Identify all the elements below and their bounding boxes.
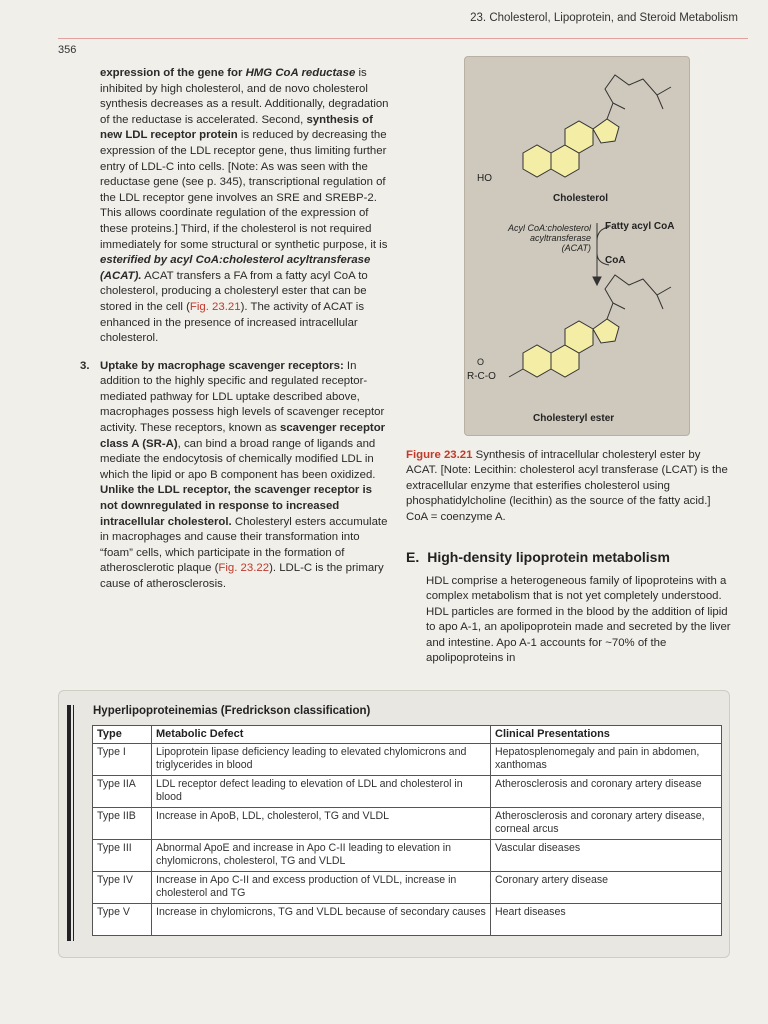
table-row [93, 872, 722, 904]
section-title: High-density lipoprotein metabolism [427, 549, 670, 565]
table-accent-line [73, 705, 74, 941]
cell-defect: Increase in Apo C-II and excess production of VLDL, increase in cholesterol and TG [152, 872, 491, 904]
reaction-arrow [593, 223, 609, 285]
table-title: Hyperlipoproteinemias (Fredrickson classification) [93, 705, 371, 717]
text-bold: scavenger receptor class A (SR-A) [100, 422, 386, 450]
header-clinical: Clinical Presentations [491, 726, 722, 744]
enzyme-abbrev: (ACAT) [561, 243, 591, 253]
left-column [80, 66, 390, 605]
caption-text: Synthesis of intracellular cholesteryl ester by ACAT. [Note: Lecithin: cholesterol acyl transferase (LCAT) is the extracellular enzyme that esterifies cholesterol using phosphatidylcholine (lecithin) as the source of the fatty acid.] CoA = coenzyme A. [406, 449, 728, 523]
cell-type: Type IIA [93, 776, 152, 808]
hyperlipoproteinemia-table-box [58, 690, 730, 958]
cell-defect: LDL receptor defect leading to elevation of LDL and cholesterol in blood [152, 776, 491, 808]
table-row [93, 776, 722, 808]
cell-type: Type V [93, 904, 152, 936]
text: , can bind a broad range of ligands and mediate the endocytosis of chemically modified LDL in which the lipid or apo B component has been oxidized. [100, 437, 376, 481]
text-bold: synthesis of new LDL receptor protein [100, 113, 373, 142]
header-type: Type [93, 726, 152, 744]
table-row [93, 808, 722, 840]
running-head: 23. Cholesterol, Lipoprotein, and Steroid Metabolism [470, 12, 738, 24]
cholesterol-structure [523, 75, 671, 177]
cholesteryl-ester-structure [509, 275, 671, 377]
page-number: 356 [58, 44, 77, 56]
ester-carbonyl-o: O [477, 357, 485, 367]
text: In addition to the highly specific and regulated receptor-mediated pathway for LDL uptake described above, macrophages possess high levels of scavenger receptor activity. These receptors, known as [100, 359, 385, 435]
enzyme-name-line: Acyl CoA:cholesterol [507, 223, 591, 233]
enzyme-label [475, 223, 591, 253]
cell-type: Type IV [93, 872, 152, 904]
cell-type: Type IIB [93, 808, 152, 840]
text-bold: Unlike the LDL receptor, the scavenger receptor is not downregulated in response to increased intracellular cholesterol. [100, 484, 372, 528]
text-bold-italic: esterified by acyl CoA:cholesterol acyltransferase (ACAT). [100, 254, 371, 282]
text-bold: Uptake by macrophage scavenger receptors: [100, 359, 344, 372]
figure-reference-link[interactable]: Fig. 23.21 [189, 300, 241, 313]
header-rule [58, 38, 748, 39]
text: ). The activity of ACAT is enhanced in the presence of increased intracellular cholesterol. [100, 300, 365, 345]
table-row [93, 744, 722, 776]
text-bold-italic: HMG CoA reductase [245, 67, 356, 79]
table-accent-bar [67, 705, 71, 941]
hyperlipoproteinemia-table [92, 725, 722, 936]
enzyme-name-line: acyltransferase [529, 233, 591, 243]
ester-group-label: R-C-O [467, 371, 496, 382]
cell-clinical: Atherosclerosis and coronary artery disease, corneal arcus [491, 808, 722, 840]
cell-defect: Increase in chylomicrons, TG and VLDL because of secondary causes [152, 904, 491, 936]
cell-clinical: Hepatosplenomegaly and pain in abdomen, xanthomas [491, 744, 722, 776]
cholesterol-label: Cholesterol [553, 193, 609, 204]
text: Cholesteryl esters accumulate in macrophages and cause their transformation into “foam” cells, which participate in the formation of atherosclerotic plaque ( [100, 515, 388, 575]
table-row [93, 904, 722, 936]
list-item-scavenger [80, 359, 390, 593]
cholesteryl-ester-label: Cholesteryl ester [533, 413, 615, 424]
text-bold: expression of the gene for [100, 67, 246, 79]
paragraph-regulation [100, 66, 390, 347]
section-letter: E. [406, 549, 420, 565]
figure-23-21 [464, 56, 690, 436]
cell-clinical: Coronary artery disease [491, 872, 722, 904]
text: ACAT transfers a FA from a fatty acyl CoA to cholesterol, producing a cholesteryl ester that can be stored in the cell ( [100, 269, 368, 313]
text: is reduced by decreasing the expression of the LDL receptor gene, thus limiting further entry of LDL-C into cells. [Note: As was seen with the reductase gene (see p. 345), transcriptional regulation of the LDL receptor gene involves an SRE and SREBP-2. This allows coordinate regulation of the expression of these proteins.] Third, if the cholesterol is not required immediately for some structural or synthetic purpose, it is [100, 129, 388, 251]
header-metabolic-defect: Metabolic Defect [152, 726, 491, 744]
cell-clinical: Vascular diseases [491, 840, 722, 872]
ho-label: HO [477, 173, 492, 184]
table-header-row [93, 726, 722, 744]
text: is inhibited by high cholesterol, and de novo cholesterol synthesis decreases as a result. Additionally, degradation of the reductase is accelerated. Second, [100, 67, 389, 126]
section-heading [406, 549, 670, 565]
coa-label: CoA [605, 255, 626, 266]
cell-type: Type III [93, 840, 152, 872]
table-row [93, 840, 722, 872]
cell-type: Type I [93, 744, 152, 776]
caption-title: Figure 23.21 [406, 449, 473, 461]
section-body: HDL comprise a heterogeneous family of lipoproteins with a complex metabolism that is not yet completely understood. HDL particles are formed in the blood by the addition of lipid to apo A-1, an apolipoprotein made and secreted by the liver and intestine. Apo A-1 accounts for ~70% of the apolipoproteins in [426, 575, 731, 665]
text: ). LDL-C is the primary cause of atherosclerosis. [100, 562, 384, 590]
figure-caption [406, 448, 734, 525]
cell-clinical: Heart diseases [491, 904, 722, 936]
cell-clinical: Atherosclerosis and coronary artery disease [491, 776, 722, 808]
cell-defect: Abnormal ApoE and increase in Apo C-II leading to elevation in chylomicrons, cholesterol, TG and VLDL [152, 840, 491, 872]
cell-defect: Increase in ApoB, LDL, cholesterol, TG and VLDL [152, 808, 491, 840]
fatty-acyl-coa-label: Fatty acyl CoA [605, 221, 675, 232]
cell-defect: Lipoprotein lipase deficiency leading to elevated chylomicrons and triglycerides in blood [152, 744, 491, 776]
list-number: 3. [80, 359, 90, 372]
figure-reference-link[interactable]: Fig. 23.22 [218, 562, 270, 575]
